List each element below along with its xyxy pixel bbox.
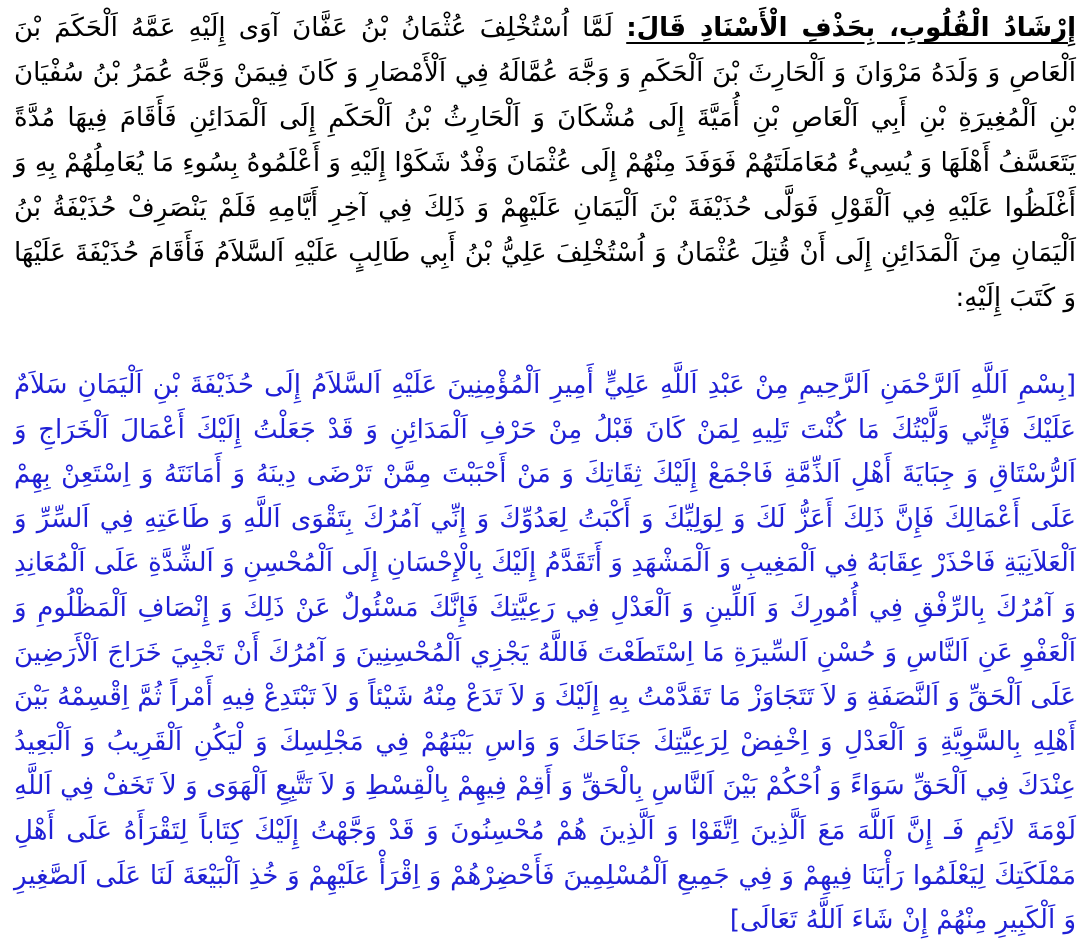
letter-paragraph bbox=[14, 363, 1076, 943]
source-label: إِرْشَادُ الْقُلُوبِ، بِحَذْفِ الْأَسْنَادِ قَالَ: bbox=[626, 13, 1077, 43]
intro-paragraph bbox=[14, 6, 1076, 321]
intro-text: لَمَّا اُسْتُخْلِفَ عُثْمَانُ بْنُ عَفَّانَ آوَى إِلَيْهِ عَمَّهُ اَلْحَكَمَ بْنَ اَلْعَاصِ وَ وَلَدَهُ مَرْوَانَ وَ اَلْحَارِثَ بْنَ اَلْحَكَمِ وَ وَجَّهَ عُمَّالَهُ فِي اَلْأَمْصَارِ وَ كَانَ فِيمَنْ وَجَّهَ عُمَرُ بْنُ سُفْيَانَ بْنِ اَلْمُغِيرَةِ بْنِ أَبِي اَلْعَاصِ بْنِ أُمَيَّةَ إِلَى مُشْكَانَ وَ اَلْحَارِثُ بْنُ اَلْحَكَمِ إِلَى اَلْمَدَائِنِ فَأَقَامَ فِيهَا مُدَّةً يَتَعَسَّفُ أَهْلَهَا وَ يُسِيءُ مُعَامَلَتَهُمْ فَوَفَدَ مِنْهُمْ إِلَى عُثْمَانَ وَفْدٌ شَكَوْا إِلَيْهِ وَ أَعْلَمُوهُ بِسُوءِ مَا يُعَامِلُهُمْ بِهِ وَ أَغْلَظُوا عَلَيْهِ فِي اَلْقَوْلِ فَوَلَّى حُذَيْفَةَ بْنَ اَلْيَمَانِ عَلَيْهِمْ وَ ذَلِكَ فِي آخِرِ أَيَّامِهِ فَلَمْ يَنْصَرِفْ حُذَيْفَةُ بْنُ اَلْيَمَانِ مِنَ اَلْمَدَائِنِ إِلَى أَنْ قُتِلَ عُثْمَانُ وَ اُسْتُخْلِفَ عَلِيُّ بْنُ أَبِي طَالِبٍ عَلَيْهِ اَلسَّلاَمُ فَأَقَامَ حُذَيْفَةَ عَلَيْهَا وَ كَتَبَ إِلَيْهِ: bbox=[14, 13, 1076, 313]
letter-text: [بِسْمِ اَللَّهِ اَلرَّحْمَنِ اَلرَّحِيمِ مِنْ عَبْدِ اَللَّهِ عَلِيٍّ أَمِيرِ اَلْمُؤْمِنِينَ عَلَيْهِ اَلسَّلاَمُ إِلَى حُذَيْفَةَ بْنِ اَلْيَمَانِ سَلاَمٌ عَلَيْكَ فَإِنِّي وَلَّيْتُكَ مَا كُنْتَ تَلِيهِ لِمَنْ كَانَ قَبْلُ مِنْ حَرْفِ اَلْمَدَائِنِ وَ قَدْ جَعَلْتُ إِلَيْكَ أَعْمَالَ اَلْخَرَاجِ وَ اَلرُّسْتَاقِ وَ جِبَايَةَ أَهْلِ اَلذِّمَّةِ فَاجْمَعْ إِلَيْكَ ثِقَاتِكَ وَ مَنْ أَحْبَبْتَ مِمَّنْ تَرْضَى دِينَهُ وَ أَمَانَتَهُ وَ اِسْتَعِنْ بِهِمْ عَلَى أَعْمَالِكَ فَإِنَّ ذَلِكَ أَعَزُّ لَكَ وَ لِوَلِيِّكَ وَ أَكْبَتُ لِعَدُوِّكَ وَ إِنِّي آمُرُكَ بِتَقْوَى اَللَّهِ وَ طَاعَتِهِ فِي اَلسِّرِّ وَ اَلْعَلاَنِيَةِ فَاحْذَرْ عِقَابَهُ فِي اَلْمَغِيبِ وَ اَلْمَشْهَدِ وَ أَتَقَدَّمُ إِلَيْكَ بِالْإِحْسَانِ إِلَى اَلْمُحْسِنِ وَ اَلشِّدَّةِ عَلَى اَلْمُعَانِدِ وَ آمُرُكَ بِالرِّفْقِ فِي أُمُورِكَ وَ اَللِّينِ وَ اَلْعَدْلِ فِي رَعِيَّتِكَ فَإِنَّكَ مَسْئُولٌ عَنْ ذَلِكَ وَ إِنْصَافِ اَلْمَظْلُومِ وَ اَلْعَفْوِ عَنِ اَلنَّاسِ وَ حُسْنِ اَلسِّيرَةِ مَا اِسْتَطَعْتَ فَاللَّهُ يَجْزِي اَلْمُحْسِنِينَ وَ آمُرُكَ أَنْ تَجْبِيَ خَرَاجَ اَلْأَرَضِينَ عَلَى اَلْحَقِّ وَ اَلنَّصَفَةِ وَ لاَ تَتَجَاوَزْ مَا تَقَدَّمْتُ بِهِ إِلَيْكَ وَ لاَ تَدَعْ مِنْهُ شَيْئاً وَ لاَ تَبْتَدِعْ فِيهِ أَمْراً ثُمَّ اِقْسِمْهُ بَيْنَ أَهْلِهِ بِالسَّوِيَّةِ وَ اَلْعَدْلِ وَ اِخْفِضْ لِرَعِيَّتِكَ جَنَاحَكَ وَ وَاسِ بَيْنَهُمْ فِي مَجْلِسِكَ وَ لْيَكُنِ اَلْقَرِيبُ وَ اَلْبَعِيدُ عِنْدَكَ فِي اَلْحَقِّ سَوَاءً وَ اُحْكُمْ بَيْنَ اَلنَّاسِ بِالْحَقِّ وَ أَقِمْ فِيهِمْ بِالْقِسْطِ وَ لاَ تَتَّبِعِ اَلْهَوَى وَ لاَ تَخَفْ فِي اَللَّهِ لَوْمَةَ لاَئِمٍ فَـ إِنَّ اَللَّهَ مَعَ اَلَّذِينَ اِتَّقَوْا وَ اَلَّذِينَ هُمْ مُحْسِنُونَ وَ قَدْ وَجَّهْتُ إِلَيْكَ كِتَاباً لِتَقْرَأَهُ عَلَى أَهْلِ مَمْلَكَتِكَ لِيَعْلَمُوا رَأْيَنَا فِيهِمْ وَ فِي جَمِيعِ اَلْمُسْلِمِينَ فَأَحْضِرْهُمْ وَ اِقْرَأْ عَلَيْهِمْ وَ خُذِ اَلْبَيْعَةَ لَنَا عَلَى اَلصَّغِيرِ وَ اَلْكَبِيرِ مِنْهُمْ إِنْ شَاءَ اَللَّهُ تَعَالَى] bbox=[14, 370, 1076, 936]
document-page bbox=[14, 6, 1076, 936]
